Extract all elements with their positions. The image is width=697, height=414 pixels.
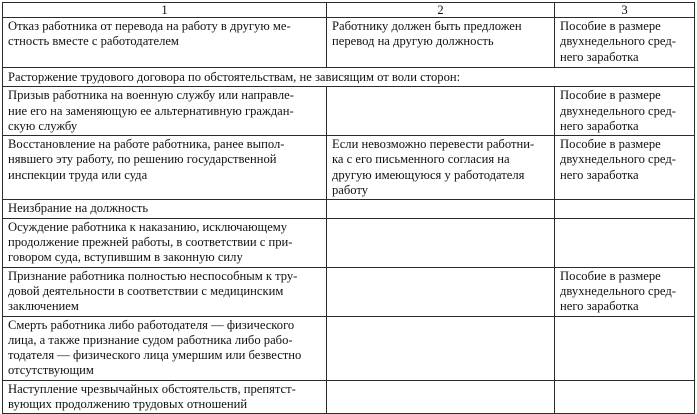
ground-text: Призыв работника на военную службу или направле- ние его на заменяющую ее альтернативную граждан- скую службу xyxy=(8,88,294,133)
condition-cell xyxy=(327,380,555,414)
condition-cell xyxy=(327,267,555,316)
condition-cell xyxy=(327,218,555,267)
ground-cell xyxy=(3,316,327,380)
table-row xyxy=(3,18,695,68)
table-row xyxy=(3,218,695,267)
ground-text: Неизбрание на должность xyxy=(8,201,149,216)
condition-text: Если невозможно перевести работни- ка с его письменного согласия на другую имеющуюся у работодателя работу xyxy=(332,137,535,198)
table-row xyxy=(3,200,695,218)
column-number-2: 2 xyxy=(327,3,555,18)
ground-cell xyxy=(3,200,327,218)
benefit-cell xyxy=(555,87,695,136)
ground-cell xyxy=(3,218,327,267)
table-row xyxy=(3,380,695,414)
section-heading xyxy=(3,68,695,87)
section-heading-text: Расторжение трудового договора по обстоятельствам, не зависящим от воли сторон: xyxy=(8,70,461,84)
ground-cell xyxy=(3,18,327,68)
ground-text: Наступление чрезвычайных обстоятельств, препятст- вующих продолжению трудовых отношений xyxy=(8,381,296,412)
ground-cell xyxy=(3,87,327,136)
benefit-cell xyxy=(555,218,695,267)
ground-cell xyxy=(3,380,327,414)
benefit-text: Пособие в размере двухнедельного сред- него заработка xyxy=(560,19,676,64)
condition-cell xyxy=(327,87,555,136)
benefit-text: Пособие в размере двухнедельного сред- него заработка xyxy=(560,268,676,314)
condition-cell xyxy=(327,316,555,380)
condition-cell xyxy=(327,200,555,218)
ground-cell xyxy=(3,267,327,316)
benefit-cell xyxy=(555,200,695,218)
benefit-cell xyxy=(555,316,695,380)
table-row xyxy=(3,267,695,316)
table-row xyxy=(3,136,695,200)
benefit-text: Пособие в размере двухнедельного сред- него заработка xyxy=(560,88,676,133)
section-heading-row xyxy=(3,68,695,87)
condition-text: Работнику должен быть предложен перевод на другую должность xyxy=(332,19,522,49)
column-number-1: 1 xyxy=(3,3,327,18)
ground-text: Отказ работника от перевода на работу в другую ме- стность вместе с работодателем xyxy=(8,19,291,49)
table-row xyxy=(3,87,695,136)
benefit-cell xyxy=(555,18,695,68)
ground-text: Восстановление на работе работника, ранее выпол- нявшего эту работу, по решению государственной инспекции труда или суда xyxy=(8,137,285,182)
benefit-text: Пособие в размере двухнедельного сред- него заработка xyxy=(560,137,676,182)
column-number-3: 3 xyxy=(555,3,695,18)
ground-cell xyxy=(3,136,327,200)
labor-contract-table xyxy=(2,2,695,414)
condition-cell xyxy=(327,18,555,68)
ground-text: Осуждение работника к наказанию, исключающему продолжение прежней работы, в соответствии с при- говором суда, вступившим в законную силу xyxy=(8,219,293,265)
benefit-cell xyxy=(555,380,695,414)
ground-text: Признание работника полностью неспособным к тру- довой деятельности в соответствии с медицинским заключением xyxy=(8,268,298,314)
column-number-row xyxy=(3,3,695,18)
ground-text: Смерть работника либо работодателя — физического лица, а также признание судом работника либо рабо- тодателя — физического лица умершим или безвестно отсутствующим xyxy=(8,317,302,378)
table-row xyxy=(3,316,695,380)
condition-cell xyxy=(327,136,555,200)
benefit-cell xyxy=(555,267,695,316)
benefit-cell xyxy=(555,136,695,200)
